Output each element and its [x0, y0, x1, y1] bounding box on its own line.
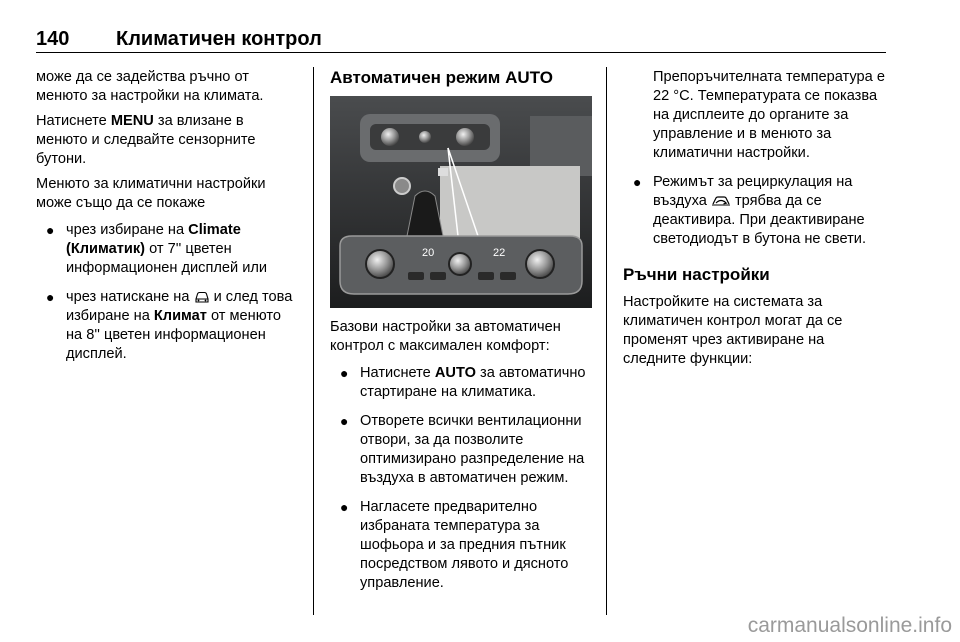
text: за влизане в менюто и следвайте сензорните бутони.: [36, 113, 256, 167]
text: Отворете всички вентилационни отвори, за да позволите оптимизирано разпределение на въздуха в автоматичен режим.: [360, 413, 585, 486]
list-item: [36, 221, 298, 278]
list-item: [623, 173, 891, 249]
page-number: 140: [36, 28, 70, 50]
section-heading: Ръчни настройки: [623, 265, 770, 284]
text: от менюто на 8'' цветен информационен дисплей.: [66, 308, 281, 362]
list-item: [330, 412, 592, 488]
watermark: carmanualsonline.info: [747, 614, 952, 637]
paragraph: Препоръчителната температура е 22 °C. Температурата се показва на дисплеите до органите за управление и в менюто за климатични настройки.: [653, 69, 885, 161]
recirculation-icon: [711, 195, 731, 207]
text: трябва да се деактивира. При деактивиране светодиодът в бутона не свети.: [653, 193, 866, 247]
column-left: [36, 68, 298, 374]
text: за автоматично стартиране на климатика.: [360, 365, 586, 400]
bullet-icon: ●: [340, 413, 349, 429]
text: чрез натискане на: [66, 289, 194, 305]
paragraph: може да се задейства ръчно от менюто за настройки на климата.: [36, 69, 264, 104]
bullet-icon: ●: [46, 222, 55, 238]
bullet-icon: ●: [633, 174, 642, 190]
page-title: Климатичен контрол: [116, 28, 322, 50]
list-item: [36, 288, 298, 364]
page-header: [36, 28, 886, 53]
text: Режимът за рециркулация на въздуха: [653, 174, 853, 209]
column-divider: [313, 67, 314, 615]
text: Нагласете предварително избраната температура за шофьора и за предния пътник посредством лявото и дясното управление.: [360, 499, 569, 591]
text: Натиснете: [360, 365, 435, 381]
column-middle: [330, 68, 592, 603]
column-right: [623, 68, 891, 375]
bullet-icon: ●: [46, 289, 55, 305]
section-heading: Автоматичен режим AUTO: [330, 68, 553, 87]
climate-panel-illustration: [330, 96, 592, 308]
paragraph: [36, 112, 298, 169]
bullet-icon: ●: [340, 365, 349, 381]
car-icon: [194, 291, 210, 304]
right-temperature: 22: [493, 247, 506, 259]
climate-menu-label: Климат: [153, 308, 207, 324]
text: от 7'' цветен информационен дисплей или: [66, 241, 268, 276]
left-temperature: 20: [422, 247, 435, 259]
text: Натиснете: [36, 113, 111, 129]
climate-label: Climate (Климатик): [66, 222, 241, 257]
column-divider: [606, 67, 607, 615]
list-item: [330, 364, 592, 402]
text: чрез избиране на: [66, 222, 189, 238]
paragraph: Менюто за климатични настройки може също да се покаже: [36, 176, 266, 211]
list-item: [330, 498, 592, 593]
menu-button-label: MENU: [110, 113, 154, 129]
paragraph: Настройките на системата за климатичен контрол могат да се променят чрез активиране на следните функции:: [623, 294, 843, 367]
text: и след това избиране на: [66, 289, 293, 324]
climate-panel-photo: [330, 96, 592, 308]
auto-button-label: AUTO: [434, 365, 476, 381]
paragraph: Базови настройки за автоматичен контрол с максимален комфорт:: [330, 319, 561, 354]
bullet-icon: ●: [340, 499, 349, 515]
